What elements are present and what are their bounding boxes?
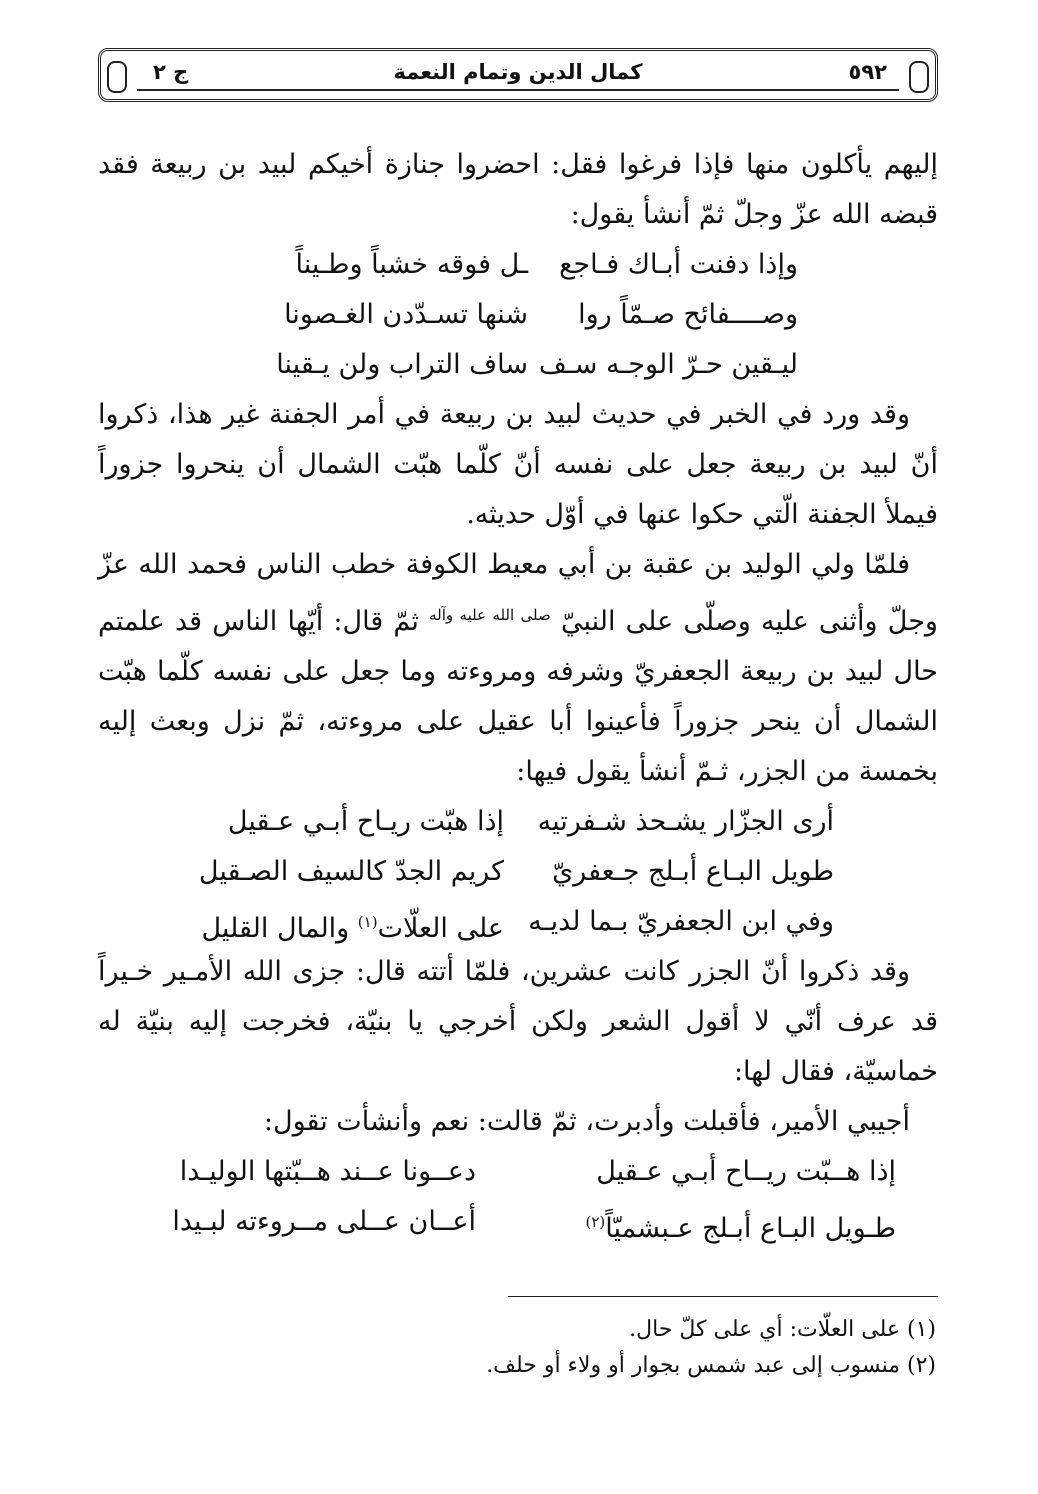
salawat-ligature: صلى الله عليه وآله bbox=[429, 606, 551, 624]
hemistich-second: كريم الجدّ كالسيف الصـقيل bbox=[198, 856, 504, 887]
page-header bbox=[98, 48, 938, 102]
verse-line bbox=[98, 1147, 938, 1197]
paragraph-1: إليهم يأكلون منها فإذا فرغوا فقل: احضروا جنازة أخيكم لبيد بن ربيعة فقد قبضه الله عزّ وجلّ ثمّ أنشأ يقول: bbox=[98, 149, 938, 230]
book-title: كمال الدين وتمام النعمة bbox=[393, 60, 643, 84]
poem-2 bbox=[98, 797, 938, 947]
hemistich-first: أرى الجزّار يشـحذ شـفرتيه bbox=[537, 806, 834, 837]
hemistich-second bbox=[174, 897, 504, 947]
hemistich-first: وصــــفائح صـمّاً روا bbox=[578, 299, 798, 330]
hemistich-first: وإذا دفنت أبـاك فـاجع bbox=[559, 249, 798, 280]
paragraph-4: وقد ذكروا أنّ الجزر كانت عشرين، فلمّا أتته قال: جزى الله الأمـير خـيراً قد عرف أنّي لا أقول الشعر ولكن أخرجي يا بنيّة، فخرجت إليه بنيّة له خماسيّة، فقال لها: bbox=[98, 956, 938, 1087]
paragraph-2: وقد ورد في الخبر في حديث لبيد بن ربيعة في أمر الجفنة غير هذا، ذكروا أنّ لبيد بن ربيعة جعل على نفسه أنّ كلّما هبّت الشمال أن ينحروا جزوراً فيملأ الجفنة الّتي حكوا عنها في أوّل حديثه. bbox=[98, 399, 938, 530]
hemistich-second: دعــونا عــند هــبّتها الوليـدا bbox=[179, 1156, 476, 1187]
header-divider bbox=[137, 89, 899, 91]
hemistich-first: طويل البـاع أبـلج جـعفريّ bbox=[552, 856, 834, 887]
hemistich-first bbox=[556, 1197, 896, 1247]
footnote-2: (٢) منسوب إلى عبد شمس بجوار أو ولاء أو حلف. bbox=[486, 1353, 936, 1378]
verse-line bbox=[98, 1197, 938, 1247]
hemistich-text: على العلّات bbox=[377, 913, 504, 944]
hemistich-second: أعــان عــلى مــروءته لبـيدا bbox=[172, 1206, 476, 1237]
hemistich-second: إذا هبّت ريـاح أبـي عـقيل bbox=[227, 806, 504, 837]
footnote-separator bbox=[508, 1296, 938, 1297]
hemistich-first: إذا هــبّت ريــاح أبـي عـقيل bbox=[596, 1156, 896, 1187]
footnotes bbox=[98, 1312, 936, 1384]
poem-1 bbox=[98, 240, 938, 390]
hemistich-first: ليـقين حـرّ الوجـه سـف bbox=[538, 349, 798, 380]
hemistich-first: وفي ابن الجعفريّ بـما لديـه bbox=[528, 906, 834, 937]
hemistich-second: شنها تسـدّدن الغـصونا bbox=[284, 299, 528, 330]
poem-3 bbox=[98, 1147, 938, 1247]
hemistich-second: ـل فوقه خشباً وطـيناً bbox=[295, 249, 528, 280]
verse-line bbox=[98, 847, 938, 897]
page-number: ٥٩٢ bbox=[848, 60, 887, 84]
volume-label: ج ٢ bbox=[153, 60, 189, 84]
paragraph-3-part-b: ثمّ قال: أيّها الناس قد علمتم حال لبيد بن ربيعة الجعفريّ وشرفه ومروءته وما جعل على نفسه كلّما هبّت الشمال أن ينحر جزوراً فأعينوا أبا عقيل على مروءته، ثمّ نزل وبعث إليه بخمسة من الجزر، ثـمّ أنشأ يقول فيها: bbox=[98, 606, 938, 787]
verse-line bbox=[98, 240, 938, 290]
verse-line bbox=[98, 897, 938, 947]
verse-line bbox=[98, 290, 938, 340]
footnote-ref-2[interactable]: (٢) bbox=[585, 1213, 606, 1231]
hemistich-text: والمال القليل bbox=[201, 913, 358, 944]
footnote-1: (١) على العلّات: أي على كلّ حال. bbox=[629, 1317, 936, 1342]
page-body bbox=[98, 140, 938, 1247]
verse-line bbox=[98, 340, 938, 390]
footnote-ref-1[interactable]: (١) bbox=[357, 913, 378, 931]
paragraph-5: أجيبي الأمير، فأقبلت وأدبرت، ثمّ قالت: نعم وأنشأت تقول: bbox=[263, 1106, 910, 1137]
hemistich-second: ساف التراب ولن يـقينا bbox=[276, 349, 528, 380]
hemistich-text: طـويل البـاع أبـلج عـبشميّاً bbox=[605, 1213, 896, 1244]
verse-line bbox=[98, 797, 938, 847]
paragraph-3-part-a: فلمّا ولي الوليد بن عقبة بن أبي معيط الكوفة خطب الناس فحمد الله عزّ وجلّ وأثنى عليه وصلّى على النبيّ bbox=[98, 549, 938, 637]
paragraph-3 bbox=[98, 540, 938, 797]
